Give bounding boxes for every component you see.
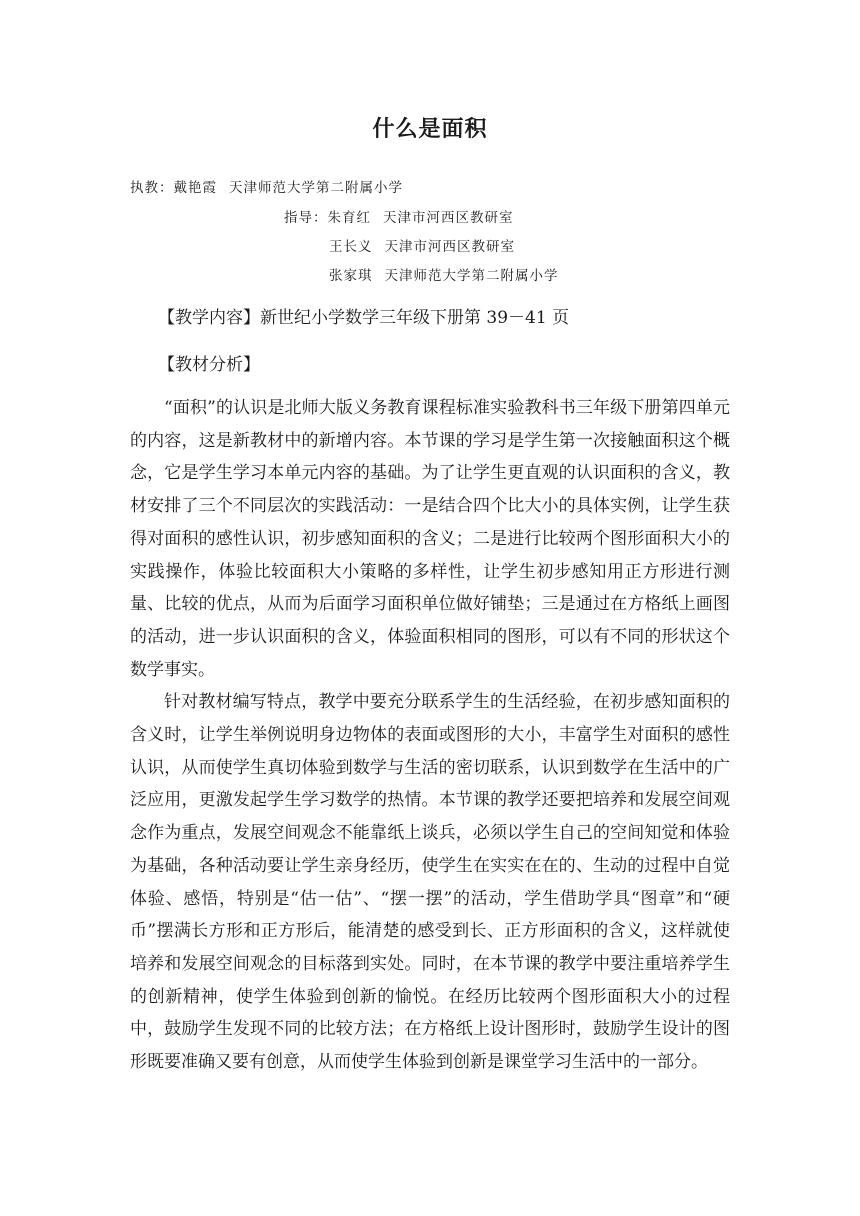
advisor-label: 指导： <box>284 210 328 226</box>
teacher-name: 戴艳霞 <box>173 180 217 196</box>
teacher-credit <box>130 176 403 196</box>
advisor-credit-3 <box>329 264 559 284</box>
paragraph: 针对教材编写特点，教学中要充分联系学生的生活经验，在初步感知面积的含义时，让学生举例说明身边物体的表面或图形的大小，丰富学生对面积的感性认识，从而使学生真切体验到数学与生活的密切联系，认识到数学在生活中的广泛应用，更激发起学生学习数学的热情。本节课的教学还要把培养和发展空间观念作为重点，发展空间观念不能靠纸上谈兵，必须以学生自己的空间知觉和体验为基础，各种活动要让学生亲身经历，使学生在实实在在的、生动的过程中自觉体验、感悟，特别是“估一估”、“摆一摆”的活动，学生借助学具“图章”和“硬币”摆满长方形和正方形后，能清楚的感受到长、正方形面积的含义，这样就使培养和发展空间观念的目标落到实处。同时，在本节课的教学中要注重培养学生的创新精神，使学生体验到创新的愉悦。在经历比较两个图形面积大小的过程中，鼓励学生发现不同的比较方法；在方格纸上设计图形时，鼓励学生设计的图形既要准确又要有创意，从而使学生体验到创新是课堂学习生活中的一部分。 <box>130 692 730 1073</box>
advisor-name: 张家琪 <box>329 268 373 284</box>
material-analysis-heading: 【教材分析】 <box>158 355 260 375</box>
advisor-org: 天津师范大学第二附属小学 <box>384 268 559 284</box>
advisor-name: 朱育红 <box>327 210 371 226</box>
advisor-name: 王长义 <box>329 239 373 255</box>
advisor-credit-2 <box>329 235 515 255</box>
body-text <box>130 392 730 1079</box>
teaching-content-heading: 【教学内容】新世纪小学数学三年级下册第 39－41 页 <box>158 308 570 328</box>
document-title: 什么是面积 <box>372 117 488 142</box>
advisor-org: 天津市河西区教研室 <box>383 210 514 226</box>
paragraph: “面积”的认识是北师大版义务教育课程标准实验教科书三年级下册第四单元的内容，这是新教材中的新增内容。本节课的学习是学生第一次接触面积这个概念，它是学生学习本单元内容的基础。为了让学生更直观的认识面积的含义，教材安排了三个不同层次的实践活动：一是结合四个比大小的具体实例，让学生获得对面积的感性认识，初步感知面积的含义；二是进行比较两个图形面积大小的实践操作，体验比较面积大小策略的多样性，让学生初步感知用正方形进行测量、比较的优点，从而为后面学习面积单位做好铺垫；三是通过在方格纸上画图的活动，进一步认识面积的含义，体验面积相同的图形，可以有不同的形状这个数学事实。 <box>130 398 730 680</box>
advisor-org: 天津市河西区教研室 <box>384 239 515 255</box>
teacher-label: 执教： <box>130 180 174 196</box>
teacher-school: 天津师范大学第二附属小学 <box>229 180 403 196</box>
advisor-credit-1 <box>284 206 514 226</box>
